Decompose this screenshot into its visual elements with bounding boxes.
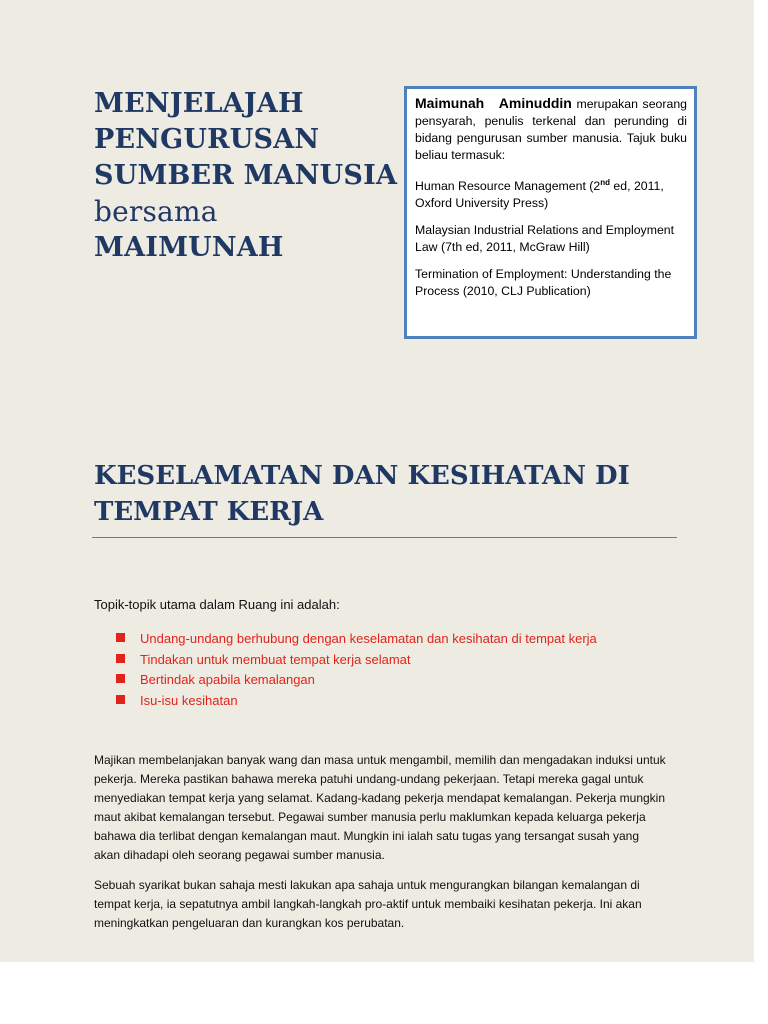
topic-item <box>116 650 597 671</box>
section-title-line: KESELAMATAN DAN KESIHATAN DI <box>94 461 630 491</box>
square-bullet-icon <box>116 674 125 683</box>
topics-list <box>116 629 597 711</box>
square-bullet-icon <box>116 633 125 642</box>
topic-item-label: Isu-isu kesihatan <box>140 692 238 708</box>
main-title-line: MAIMUNAH <box>94 232 284 263</box>
book-details: (2010, CLJ Publication) <box>459 284 591 299</box>
topic-item <box>116 691 597 712</box>
main-title <box>94 86 397 266</box>
author-description: merupakan seorang pensyarah, penulis terkenal dan perunding di bidang pengurusan sumber manusia. Tajuk buku beliau termasuk: <box>415 97 687 162</box>
book-title: Human Resource Management (2 <box>415 179 601 194</box>
topics-intro: Topik-topik utama dalam Ruang ini adalah: <box>94 597 340 612</box>
book-details: ed, 2011, Oxford University Press) <box>415 179 664 211</box>
book-entry <box>415 174 687 212</box>
body-paragraph: Sebuah syarikat bukan sahaja mesti lakukan apa sahaja untuk mengurangkan bilangan kemalangan di tempat kerja, ia sepatutnya ambil langkah-langkah pro-aktif untuk membaiki kesihatan pekerja. Ini akan meningkatkan pengeluaran dan kurangkan kos perubatan. <box>94 878 642 930</box>
section-title <box>94 458 630 530</box>
topic-item-label: Bertindak apabila kemalangan <box>140 672 315 687</box>
author-bio-intro <box>415 95 687 164</box>
book-entry <box>415 266 687 300</box>
book-title-superscript: nd <box>600 178 611 187</box>
topic-item-label: Tindakan untuk membuat tempat kerja selamat <box>140 651 411 667</box>
section-title-line: TEMPAT KERJA <box>94 497 324 527</box>
square-bullet-icon <box>116 654 125 663</box>
book-title: Malaysian Industrial Relations and Employment Law ( <box>415 223 675 255</box>
book-details: 7th ed, 2011, McGraw Hill) <box>445 240 590 255</box>
main-title-line: PENGURUSAN <box>94 124 320 155</box>
main-title-line: SUMBER MANUSIA <box>94 160 398 191</box>
body-text <box>94 751 668 944</box>
topic-item <box>116 629 597 650</box>
main-title-line: MENJELAJAH <box>94 88 304 119</box>
body-paragraph: Majikan membelanjakan banyak wang dan masa untuk mengambil, memilih dan mengadakan induksi untuk pekerja. Mereka pastikan bahawa mereka patuhi undang-undang pekerjaan. Tetapi mereka gagal untuk menyediakan tempat kerja yang selamat. Kadang-kadang pekerja mendapat kemalangan. Pekerja mungkin maut akibat kemalangan tersebut. Pegawai sumber manusia perlu maklumkan kepada keluarga pekerja bahawa dia terlibat dengan kemalangan maut. Mungkin ini ialah satu tugas yang tersangat susah yang akan dihadapi oleh seorang pegawai sumber manusia. <box>94 753 666 862</box>
author-name: Maimunah Aminuddin <box>415 95 572 111</box>
book-title: Termination of Employment: Understanding the Process <box>415 267 672 299</box>
author-bio-box <box>404 86 697 339</box>
topic-item-label: Undang-undang berhubung dengan keselamatan dan kesihatan di tempat kerja <box>140 631 597 646</box>
topic-item <box>116 670 597 691</box>
main-title-line: bersama <box>94 195 218 228</box>
book-entry <box>415 222 687 256</box>
section-divider <box>92 537 677 538</box>
square-bullet-icon <box>116 695 125 704</box>
